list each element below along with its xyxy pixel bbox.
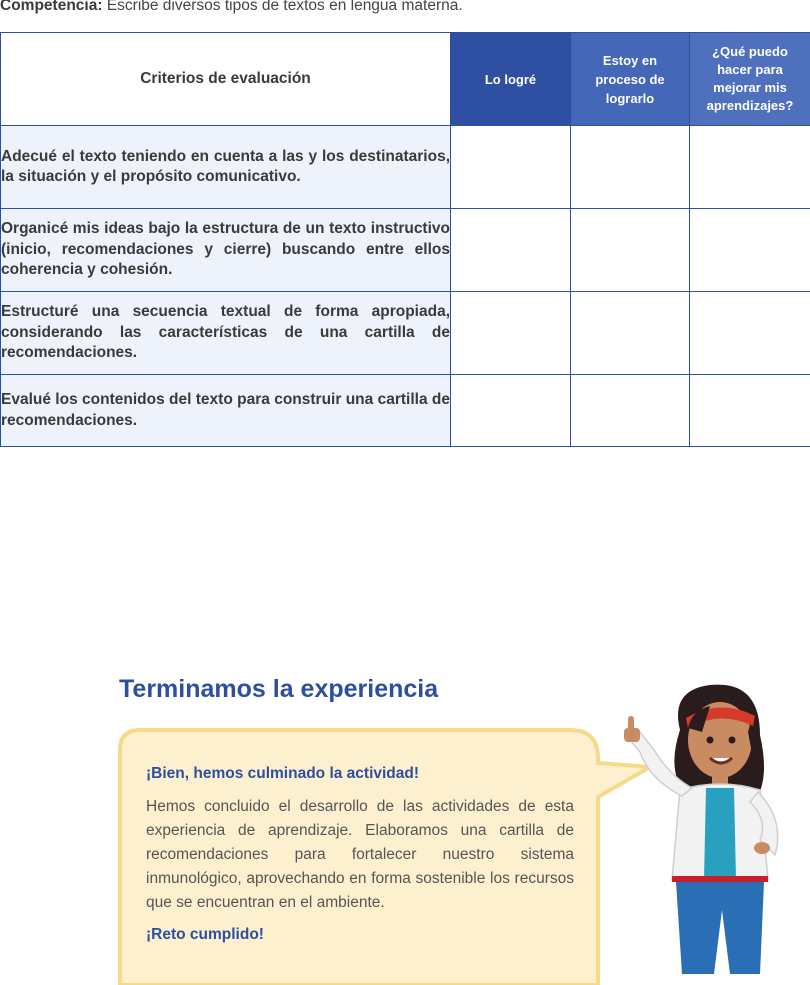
header-lo-logre: Lo logré [451, 33, 571, 126]
competencia-line [0, 0, 463, 15]
bubble-body: Hemos concluido el desarrollo de las actividades de esta experiencia de aprendizaje. Elaboramos una cartilla de recomendaciones para fortalecer nuestro sistema inmunológico, aprovechando en forma sostenible los recursos que se encuentran en el ambiente. [146, 795, 574, 915]
en-proceso-cell[interactable] [571, 375, 690, 447]
criterio-cell: Adecué el texto teniendo en cuenta a las y los destinatarios, la situación y el propósito comunicativo. [1, 126, 451, 209]
en-proceso-cell[interactable] [571, 126, 690, 209]
que-puedo-cell[interactable] [690, 375, 810, 447]
header-criterios: Criterios de evaluación [1, 33, 451, 126]
table-row [1, 209, 810, 292]
speech-bubble-content [146, 762, 574, 947]
evaluation-table [0, 32, 810, 447]
criterio-cell: Estructuré una secuencia textual de forma apropiada, considerando las características de una cartilla de recomendaciones. [1, 292, 451, 375]
que-puedo-cell[interactable] [690, 292, 810, 375]
lo-logre-cell[interactable] [451, 375, 571, 447]
lo-logre-cell[interactable] [451, 292, 571, 375]
table-header-row [1, 33, 810, 126]
bubble-heading: ¡Bien, hemos culminado la actividad! [146, 762, 574, 786]
que-puedo-cell[interactable] [690, 126, 810, 209]
criterio-cell: Organicé mis ideas bajo la estructura de un texto instructivo (inicio, recomendaciones y cierre) buscando entre ellos coherencia y cohesión. [1, 209, 451, 292]
table-row [1, 292, 810, 375]
en-proceso-cell[interactable] [571, 209, 690, 292]
competencia-label: Competencia: [0, 0, 103, 14]
en-proceso-cell[interactable] [571, 292, 690, 375]
competencia-text: Escribe diversos tipos de textos en lengua materna. [107, 0, 463, 14]
table-row [1, 126, 810, 209]
bubble-footer: ¡Reto cumplido! [146, 923, 574, 947]
lo-logre-cell[interactable] [451, 126, 571, 209]
que-puedo-cell[interactable] [690, 209, 810, 292]
girl-thumbs-up-illustration [610, 680, 810, 974]
criterio-cell: Evalué los contenidos del texto para construir una cartilla de recomendaciones. [1, 375, 451, 447]
section-title: Terminamos la experiencia [119, 675, 438, 704]
header-en-proceso: Estoy en proceso de lograrlo [571, 33, 690, 126]
table-row [1, 375, 810, 447]
lo-logre-cell[interactable] [451, 209, 571, 292]
header-que-puedo: ¿Qué puedo hacer para mejorar mis aprendizajes? [690, 33, 810, 126]
